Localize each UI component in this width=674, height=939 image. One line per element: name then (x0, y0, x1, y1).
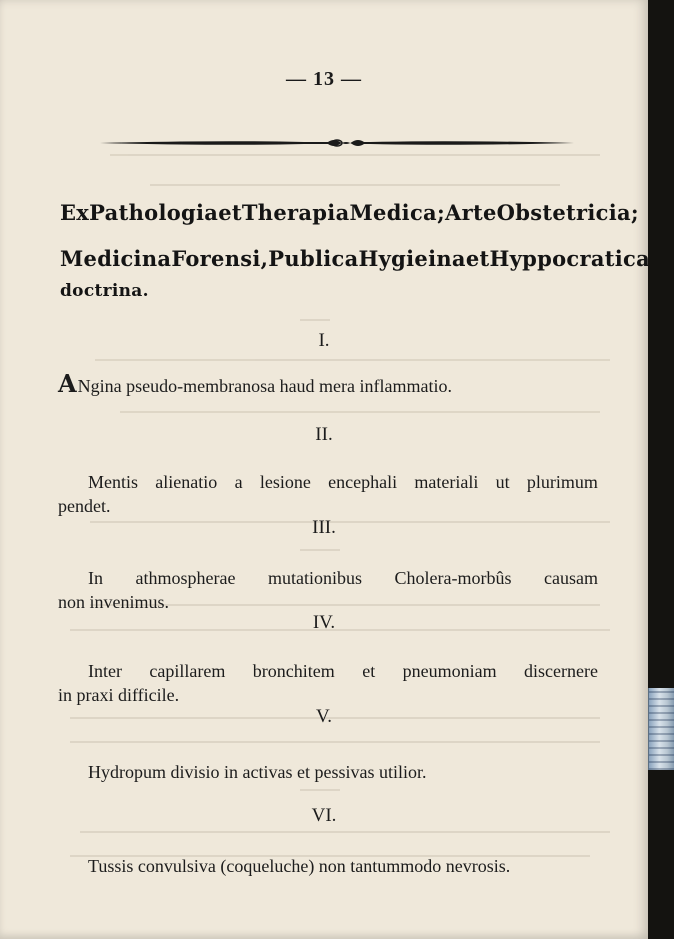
word: Cholera-morbûs (394, 568, 512, 588)
heading-line-1 (60, 190, 639, 236)
word: et (218, 200, 242, 225)
thesis-5-line-1: Hydropum divisio in activas et pessivas utilior. (88, 762, 427, 782)
word: Mentis (88, 472, 139, 492)
ornamental-rule (98, 135, 576, 151)
thesis-numeral-3: III. (312, 517, 336, 538)
word: Publica (268, 246, 359, 271)
thesis-6 (58, 854, 598, 878)
scanner-clip (648, 688, 674, 770)
heading-line-3: doctrina. (60, 281, 149, 301)
word: Therapia (241, 200, 350, 225)
thesis-4-line-1 (58, 659, 598, 683)
heading-line-2 (60, 236, 651, 282)
thesis-1 (58, 369, 598, 398)
word: mutationibus (268, 568, 362, 588)
word: causam (544, 568, 598, 588)
word: lesione (259, 472, 311, 492)
word: a (234, 472, 243, 492)
word: Ex (60, 200, 90, 225)
thesis-4 (58, 659, 598, 707)
thesis-1-line-1: Ngina pseudo-membranosa haud mera inflammatio. (77, 376, 453, 396)
thesis-3-line-1 (58, 566, 598, 590)
word: et (362, 661, 376, 681)
word: pneumoniam (402, 661, 497, 681)
thesis-numeral-2: II. (315, 424, 333, 445)
thesis-3 (58, 566, 598, 614)
word: Hygieina (358, 246, 466, 271)
thesis-numeral-1: I. (318, 330, 330, 351)
word: Arte (445, 200, 497, 225)
word: Forensi, (171, 246, 269, 271)
thesis-3-line-2: non invenimus. (58, 592, 169, 612)
page-number: — 13 — (286, 68, 362, 90)
word: athmospherae (135, 568, 236, 588)
word: Medica; (349, 200, 445, 225)
word: Medicina (60, 246, 172, 271)
word: In (88, 568, 103, 588)
word: alienatio (155, 472, 218, 492)
thesis-5 (58, 760, 598, 784)
word: Inter (88, 661, 122, 681)
word: Hyppocratica (489, 246, 651, 271)
thesis-4-line-2: in praxi difficile. (58, 685, 180, 705)
word: materiali (414, 472, 479, 492)
word: plurimum (526, 472, 598, 492)
word: capillarem (149, 661, 226, 681)
word: ut (495, 472, 510, 492)
thesis-2-line-2: pendet. (58, 496, 111, 516)
word: Obstetricia; (496, 200, 639, 225)
drop-cap: A (58, 369, 77, 398)
word: discernere (524, 661, 598, 681)
thesis-numeral-5: V. (315, 706, 333, 727)
thesis-2 (58, 470, 598, 518)
thesis-numeral-6: VI. (311, 805, 337, 826)
word: Pathologia (89, 200, 219, 225)
section-heading (60, 190, 651, 304)
thesis-6-line-1: Tussis convulsiva (coqueluche) non tantummodo nevrosis. (88, 856, 511, 876)
word: et (465, 246, 490, 271)
word: bronchitem (252, 661, 335, 681)
word: encephali (328, 472, 398, 492)
thesis-2-line-1 (58, 470, 598, 494)
thesis-numeral-4: IV. (312, 612, 336, 633)
